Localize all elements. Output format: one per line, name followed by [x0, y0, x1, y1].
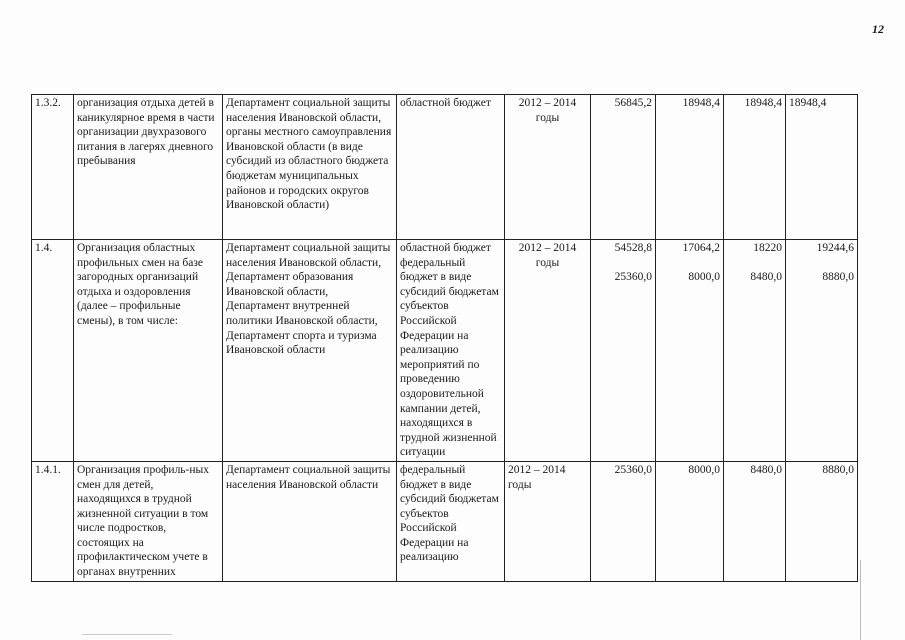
table-row	[32, 240, 858, 462]
row-code: 1.3.2.	[32, 95, 74, 240]
scan-artifact-line	[860, 560, 861, 640]
table-row	[32, 461, 858, 581]
amount-2013-regional: 18220	[753, 242, 782, 254]
program-table	[31, 94, 858, 582]
row-total: 56845,2	[591, 95, 656, 240]
scan-artifact-dash	[82, 634, 172, 635]
row-amount-2014	[786, 240, 858, 462]
amount-2014-federal: 8880,0	[822, 270, 854, 283]
amount-2012-regional: 17064,2	[682, 242, 720, 254]
table-row	[32, 95, 858, 240]
amount-2013-federal: 8480,0	[750, 270, 782, 283]
amount-2014-regional: 19244,6	[816, 242, 854, 254]
funding-source-federal: федеральный бюджет в виде субсидий бюджетам субъектов Российской Федерации на реализацию мероприятий по проведению оздоровительной кампании детей, находящихся в трудной жизненной ситуации	[400, 256, 499, 459]
row-funding-source	[397, 240, 505, 462]
total-regional: 54528,8	[614, 242, 652, 254]
row-funding-source: федеральный бюджет в виде субсидий бюджетам субъектов Российской Федерации на реализацию	[397, 461, 505, 581]
page-number: 12	[872, 22, 884, 36]
row-amount-2013: 18948,4	[724, 95, 786, 240]
row-amount-2014: 18948,4	[786, 95, 858, 240]
funding-source-regional: областной бюджет	[400, 242, 491, 254]
row-executor: Департамент социальной защиты населения Ивановской области	[223, 461, 397, 581]
row-amount-2013	[724, 240, 786, 462]
row-funding-source: областной бюджет	[397, 95, 505, 240]
row-period: 2012 – 2014 годы	[505, 95, 591, 240]
row-executor: Департамент социальной защиты населения Ивановской области, Департамент образования Ивановской области, Департамент внутренней политики Ивановской области, Департамент спорта и туризма Ивановской области	[223, 240, 397, 462]
row-activity-name: Организация областных профильных смен на базе загородных организаций отдыха и оздоровления (далее – профильные смены), в том числе:	[74, 240, 223, 462]
row-total: 25360,0	[591, 461, 656, 581]
row-activity-name: Организация профиль-ных смен для детей, находящихся в трудной жизненной ситуации в том числе подростков, состоящих на профилактическом учете в органах внутренних	[74, 461, 223, 581]
row-code: 1.4.	[32, 240, 74, 462]
row-amount-2012	[656, 240, 724, 462]
row-period: 2012 – 2014 годы	[505, 240, 591, 462]
total-federal: 25360,0	[614, 270, 652, 283]
row-code: 1.4.1.	[32, 461, 74, 581]
row-activity-name: организация отдыха детей в каникулярное время в части организации двухразового питания в лагерях дневного пребывания	[74, 95, 223, 240]
row-amount-2012: 18948,4	[656, 95, 724, 240]
row-amount-2013: 8480,0	[724, 461, 786, 581]
row-period: 2012 – 2014 годы	[505, 461, 591, 581]
row-executor: Департамент социальной защиты населения Ивановской области, органы местного самоуправления Ивановской области (в виде субсидий из областного бюджета бюджетам муниципальных районов и городских округов Ивановской области)	[223, 95, 397, 240]
row-total	[591, 240, 656, 462]
amount-2012-federal: 8000,0	[688, 270, 720, 283]
row-amount-2014: 8880,0	[786, 461, 858, 581]
row-amount-2012: 8000,0	[656, 461, 724, 581]
